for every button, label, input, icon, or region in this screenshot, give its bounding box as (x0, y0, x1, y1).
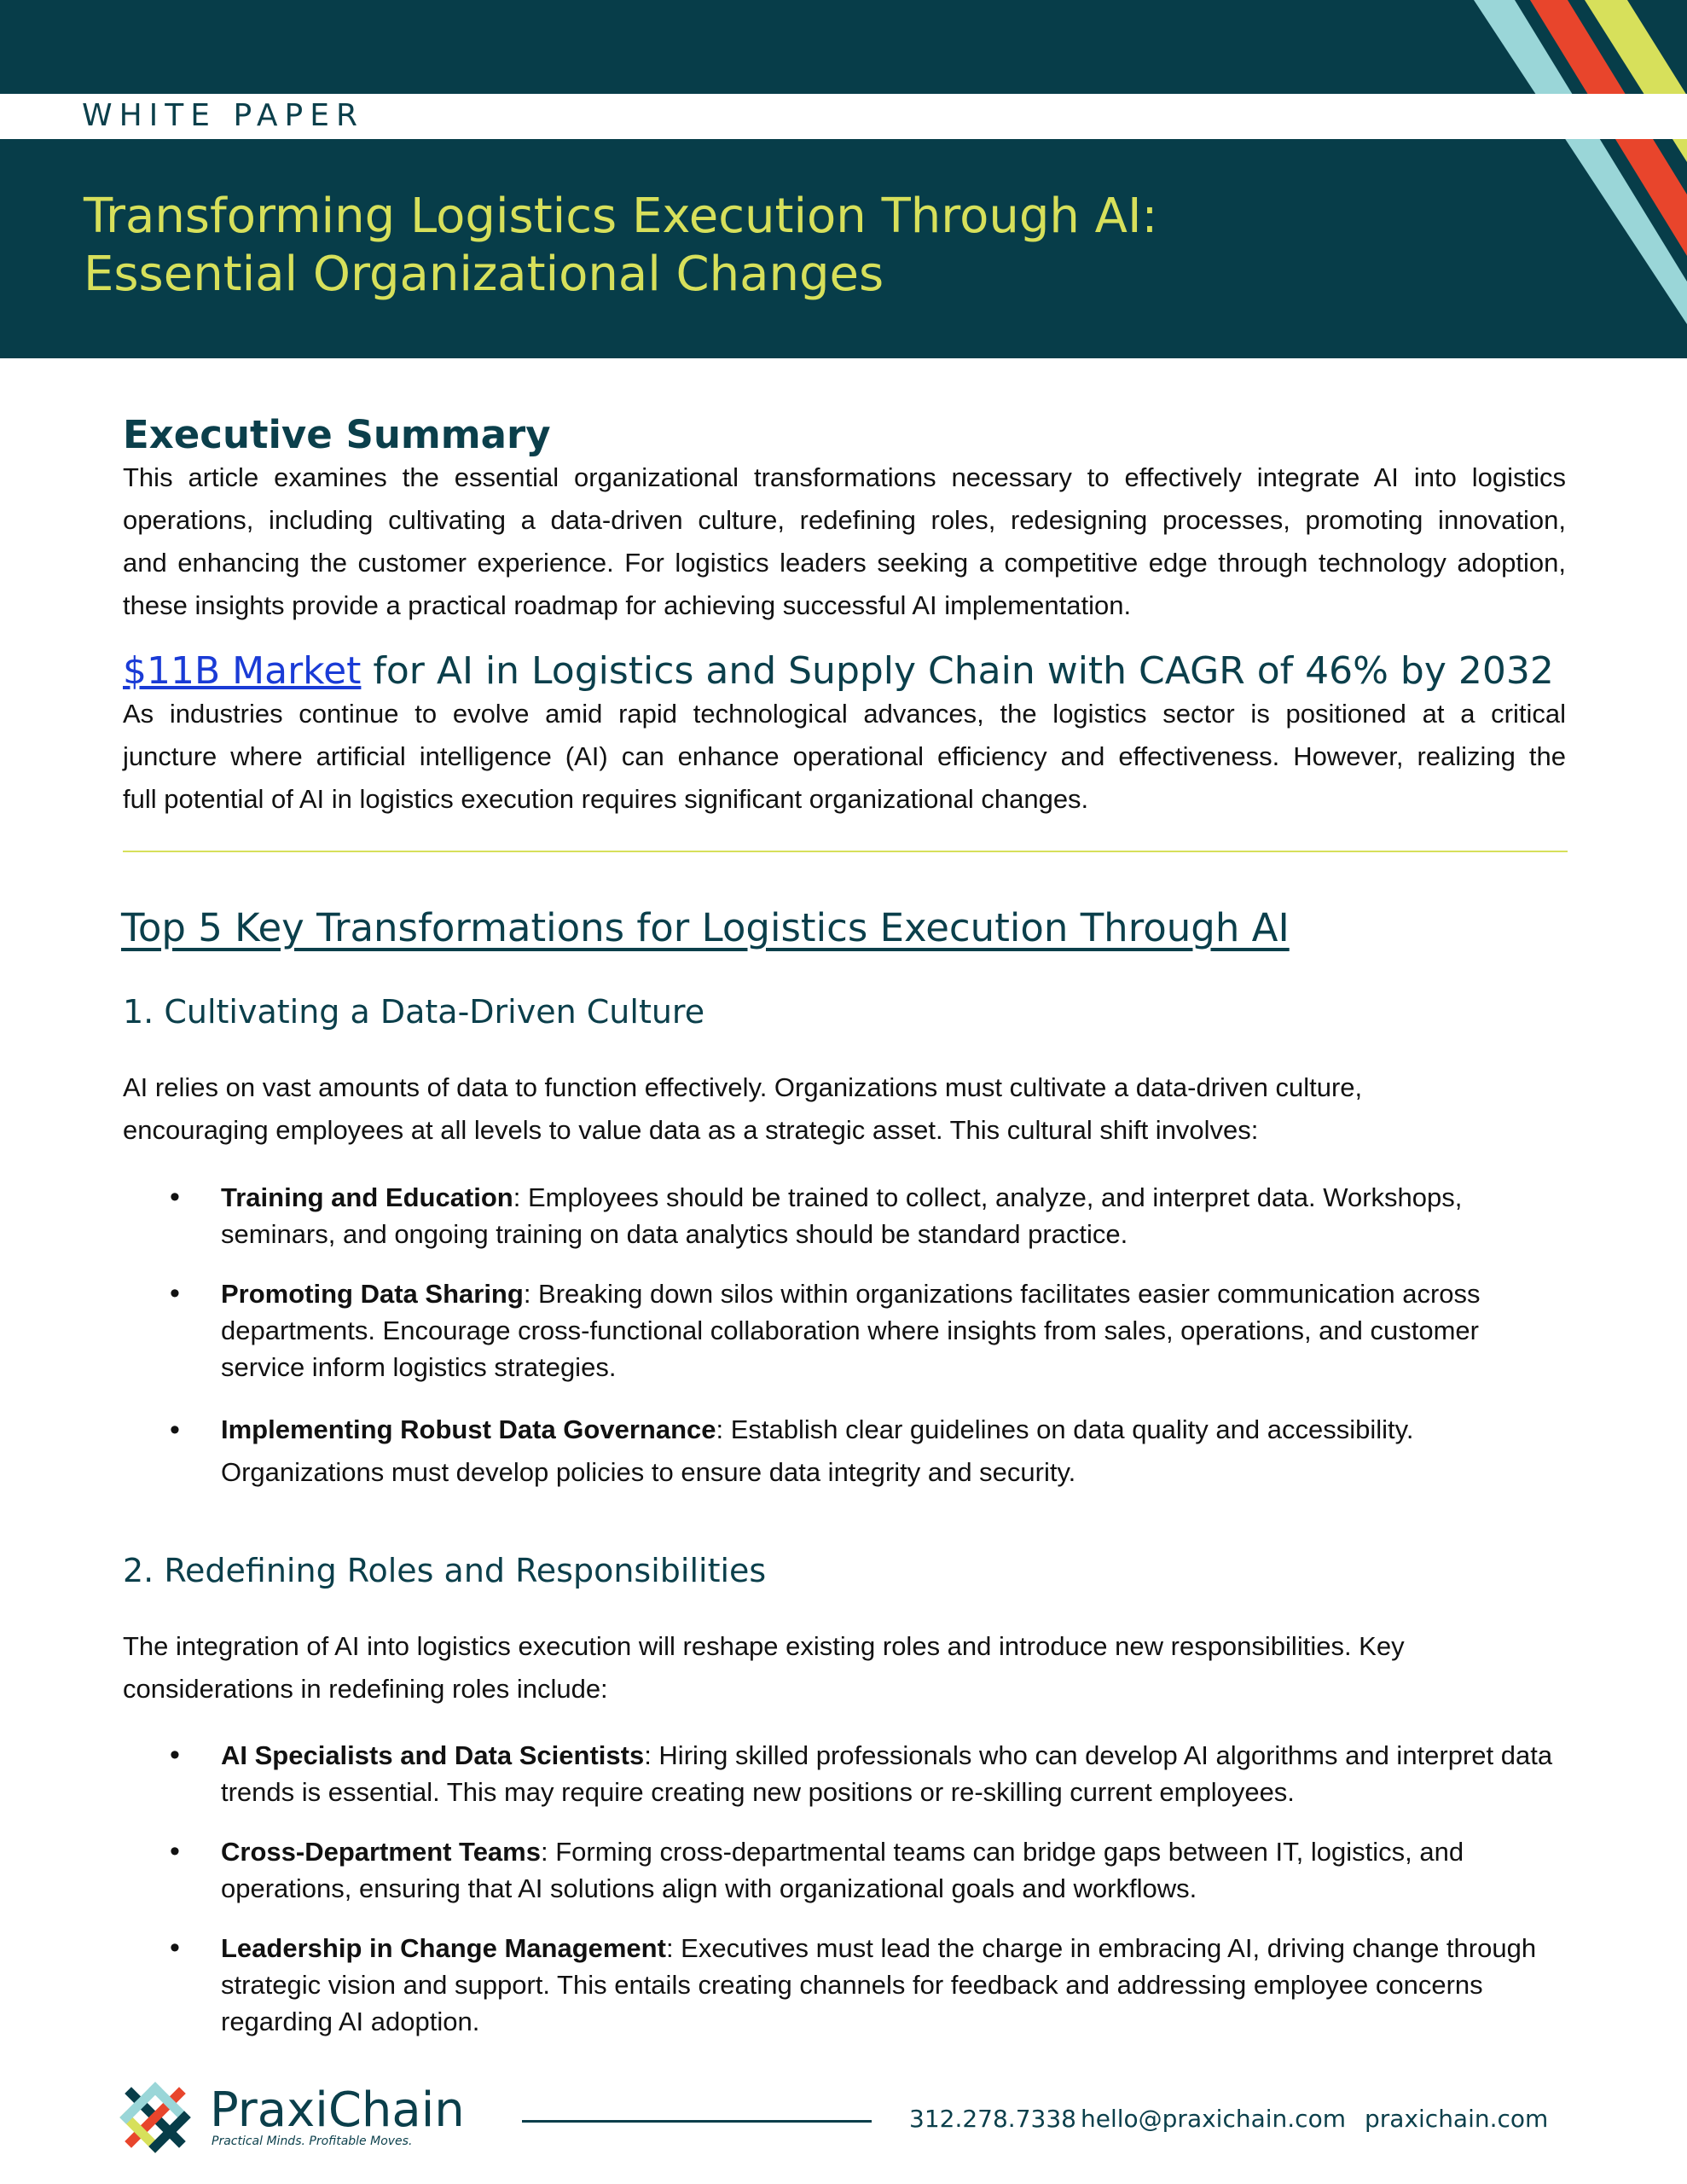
list-item (123, 1179, 1568, 1252)
market-line: juncture where artificial intelligence (AI) can enhance operational efficiency and effectiveness. However, realizing the (123, 741, 1566, 771)
list-item (123, 1833, 1568, 1907)
bullet-text: : Forming cross-departmental teams can bridge gaps between IT, logistics, and operations, ensuring that AI solutions align with organizational goals and workflows. (221, 1837, 1464, 1903)
phone-link[interactable]: 312.278.7338 (909, 2105, 1076, 2133)
market-text (123, 693, 1566, 821)
document-title (84, 188, 1363, 304)
top5-heading-link[interactable]: Top 5 Key Transformations for Logistics Execution Through AI (121, 905, 1290, 950)
intro-line: encouraging employees at all levels to value data as a strategic asset. This cultural shift involves: (123, 1115, 1259, 1145)
executive-summary-heading: Executive Summary (123, 412, 551, 457)
brand-tagline: Practical Minds. Profitable Moves. (212, 2135, 413, 2148)
bullet-title: Training and Education (221, 1182, 513, 1212)
executive-summary-text (123, 456, 1566, 627)
section2-heading: 2. Redefining Roles and Responsibilities (123, 1552, 767, 1589)
email-link[interactable]: hello@praxichain.com (1081, 2105, 1346, 2133)
bullet-text: : Hiring skilled professionals who can develop AI algorithms and interpret data trends is essential. This may require creating new positions or re-skilling current employees. (221, 1740, 1553, 1807)
footer-divider (522, 2120, 872, 2123)
document-type-label: WHITE PAPER (82, 98, 364, 133)
section1-bullet-list (123, 1179, 1568, 1494)
bullet-text: : Breaking down silos within organizations facilitates easier communication across departments. Encourage cross-functional collaboration where insights from sales, operations, and customer service inform logistics strategies. (221, 1279, 1481, 1382)
list-item (123, 1737, 1568, 1810)
brand-name: PraxiChain (210, 2082, 465, 2138)
market-line: As industries continue to evolve amid rapid technological advances, the logistics sector is positioned at a critical (123, 699, 1566, 729)
section1-intro (123, 1066, 1566, 1152)
summary-line: these insights provide a practical roadmap for achieving successful AI implementation. (123, 590, 1132, 620)
title-line-1: Transforming Logistics Execution Through AI: (84, 189, 1158, 244)
summary-line: This article examines the essential organizational transformations necessary to effectively integrate AI into logistics (123, 462, 1566, 492)
decorative-stripes (1329, 0, 1687, 358)
bullet-text: : Establish clear guidelines on data quality and accessibility. Organizations must develop policies to ensure data integrity and security. (221, 1414, 1414, 1487)
bullet-title: Implementing Robust Data Governance (221, 1414, 716, 1444)
list-item (123, 1275, 1568, 1385)
market-heading (123, 646, 1554, 697)
market-line: full potential of AI in logistics execution requires significant organizational changes. (123, 784, 1089, 814)
bullet-title: Cross-Department Teams (221, 1837, 541, 1867)
market-link[interactable]: $11B Market (123, 649, 362, 693)
list-item (123, 1409, 1568, 1494)
bullet-text: : Employees should be trained to collect, analyze, and interpret data. Workshops, seminars, and ongoing training on data analytics should be standard practice. (221, 1182, 1463, 1249)
section2-intro (123, 1625, 1566, 1711)
section2-bullet-list (123, 1737, 1568, 2040)
divider (123, 851, 1568, 852)
summary-line: operations, including cultivating a data-driven culture, redefining roles, redesigning processes, promoting innovation, (123, 505, 1566, 535)
bullet-title: Promoting Data Sharing (221, 1279, 524, 1309)
bullet-title: Leadership in Change Management (221, 1933, 666, 1963)
summary-line: and enhancing the customer experience. For logistics leaders seeking a competitive edge through technology adoption, (123, 548, 1566, 578)
title-line-2: Essential Organizational Changes (84, 247, 884, 302)
bullet-text: : Executives must lead the charge in embracing AI, driving change through strategic vision and support. This entails creating channels for feedback and addressing employee concerns regarding AI adoption. (221, 1933, 1537, 2036)
market-heading-text: for AI in Logistics and Supply Chain with CAGR of 46% by 2032 (361, 649, 1554, 693)
intro-line: The integration of AI into logistics execution will reshape existing roles and introduce new responsibilities. Key (123, 1631, 1405, 1661)
list-item (123, 1930, 1568, 2040)
intro-line: AI relies on vast amounts of data to function effectively. Organizations must cultivate a data-driven culture, (123, 1072, 1363, 1102)
section1-heading: 1. Cultivating a Data-Driven Culture (123, 993, 705, 1031)
intro-line: considerations in redefining roles include: (123, 1674, 608, 1704)
bullet-title: AI Specialists and Data Scientists (221, 1740, 645, 1770)
website-link[interactable]: praxichain.com (1365, 2105, 1549, 2133)
praxichain-logo-icon (119, 2082, 191, 2153)
